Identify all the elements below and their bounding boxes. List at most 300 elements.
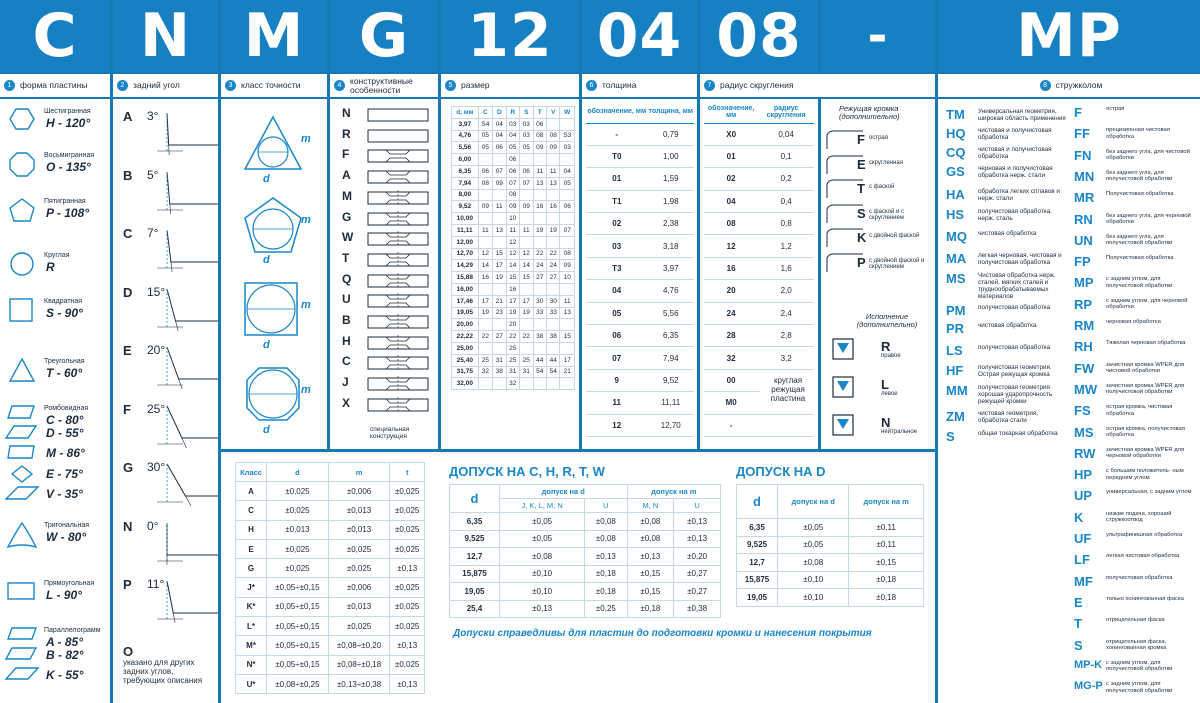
insert-shape-icon — [4, 297, 40, 325]
size-table-cell — [547, 319, 560, 331]
feature-profile-icon — [366, 355, 430, 371]
class-table-cell: ±0,025 — [390, 539, 425, 558]
size-table-cell: 09 — [547, 142, 560, 154]
size-table-cell: 12,00 — [452, 236, 479, 248]
table-row — [704, 257, 814, 279]
class-table-cell: ±0,13÷±0,38 — [328, 674, 390, 693]
size-table-cell: 24 — [547, 260, 560, 272]
edge-text: с фаской и с скруглением — [869, 208, 905, 222]
size-table-cell — [493, 342, 506, 354]
class-table-cell: ±0,05÷±0,15 — [267, 636, 329, 655]
radius_table-cell: 00 — [704, 369, 758, 391]
size-table-cell: 22 — [506, 331, 519, 343]
size-table-cell — [533, 378, 546, 390]
angle-panel — [113, 99, 218, 703]
table-row — [236, 617, 425, 636]
table-row — [236, 501, 425, 520]
size-table-cell — [547, 236, 560, 248]
size-table-cell: 25 — [506, 354, 519, 366]
tol1-cell: ±0,05 — [500, 530, 585, 548]
header-code-4: 12 — [441, 0, 579, 72]
chipbreaker-desc: острая кромка, получистовая обработка — [1106, 425, 1185, 438]
tol2-cell: ±0,11 — [849, 519, 924, 537]
table-row — [452, 213, 575, 225]
radius_table-cell: 2,4 — [758, 302, 814, 324]
class-table-cell: ±0,025 — [328, 539, 390, 558]
shape-name: Пятигранная — [44, 198, 86, 205]
class-table-cell: ±0,025 — [328, 617, 390, 636]
feature-letter: A — [342, 168, 351, 183]
size-table-cell — [520, 236, 533, 248]
radius_table-cell: 04 — [704, 190, 758, 212]
size-table-cell: 14 — [506, 260, 519, 272]
size-table-cell: 31 — [493, 354, 506, 366]
class-table-cell: L* — [236, 617, 267, 636]
tol1-cell: ±0,18 — [585, 583, 627, 601]
size-table-cell: 15 — [493, 248, 506, 260]
shape-code: V - 35° — [46, 487, 83, 501]
feature-letter: M — [342, 188, 352, 203]
size-table-cell: 11 — [493, 201, 506, 213]
size-table-cell: 33 — [547, 307, 560, 319]
tol2-cell: ±0,05 — [778, 536, 849, 554]
tol1-cell: 12,7 — [450, 548, 500, 566]
tol1-cell: ±0,15 — [627, 583, 674, 601]
tol2-hd-header: допуск на d — [778, 485, 849, 519]
shape-code: S - 90° — [46, 306, 83, 320]
insert-shape-icon — [4, 151, 40, 179]
features-panel — [330, 99, 438, 449]
tol2-hm-header: допуск на m — [849, 485, 924, 519]
radius_table-cell: 08 — [704, 213, 758, 235]
chipbreaker-desc: получистовая обработка, нерж. сталь — [978, 208, 1052, 223]
clearance-value: 0° — [147, 518, 159, 533]
chipbreaker-desc: острая кромка, чистовая обработка — [1106, 404, 1173, 417]
chipbreaker-desc: низкие подачи, хороший стружкоотвод — [1106, 510, 1172, 524]
size-table-cell: 14 — [520, 260, 533, 272]
size-table-cell — [478, 213, 492, 225]
thick_table-cell: 07 — [586, 347, 648, 369]
thick_table-cell: - — [586, 123, 648, 145]
shape-name: Шестигранная — [44, 108, 91, 115]
size-table-cell — [520, 342, 533, 354]
size-table-cell — [533, 154, 546, 166]
size-table-cell — [547, 154, 560, 166]
tol2-cell: ±0,11 — [849, 536, 924, 554]
feature-note: специальная конструкция — [370, 426, 410, 441]
size-table-cell: 08 — [533, 130, 546, 142]
table-row — [452, 283, 575, 295]
hand-text: нейтральное — [881, 429, 918, 435]
chipbreaker-desc: черновая обработка — [1106, 319, 1161, 325]
table-row — [586, 213, 694, 235]
size-table-cell: 12 — [520, 248, 533, 260]
table-row — [704, 347, 814, 369]
size-table-cell: 13 — [560, 307, 575, 319]
size-table-cell: 05 — [478, 142, 492, 154]
size-table-cell: 19,05 — [452, 307, 479, 319]
class-table-cell: ±0,08÷±0,25 — [267, 674, 329, 693]
feature-profile-icon — [366, 190, 430, 206]
edge-title: Режущая кромка (дополнительно) — [839, 104, 900, 122]
size-table-cell — [533, 213, 546, 225]
thick_table-cell: 1,98 — [648, 190, 695, 212]
tol1-cell: ±0,13 — [500, 600, 585, 618]
size-table-cell: 06 — [560, 201, 575, 213]
chipbreaker-code: ZM — [946, 409, 965, 424]
size-table-cell: 31 — [520, 366, 533, 378]
class-table-cell: M* — [236, 636, 267, 655]
edge-text: скругленная — [869, 159, 904, 166]
header-code-1: N — [113, 0, 218, 72]
radius_table-cell: 0,4 — [758, 190, 814, 212]
feature-letter: F — [342, 147, 350, 162]
thick_table-table — [586, 101, 694, 437]
precision-panel — [221, 99, 327, 449]
header-code-0: C — [0, 0, 110, 72]
size-table-cell: 25 — [520, 354, 533, 366]
insert-shape-icon — [4, 197, 40, 225]
size-table-cell: 15 — [520, 272, 533, 284]
table-row — [452, 236, 575, 248]
class-table-cell: ±0,025 — [390, 578, 425, 597]
edge-text: с двойной фаской и скруглением — [869, 257, 925, 271]
size-table-cell: 16 — [506, 283, 519, 295]
size-table-cell: 6,35 — [452, 165, 479, 177]
thick_table-cell: T3 — [586, 257, 648, 279]
clearance-letter: D — [123, 284, 133, 300]
size-table-cell: 13 — [493, 224, 506, 236]
size-table-cell: 27 — [533, 272, 546, 284]
radius_table-cell: - — [704, 414, 758, 436]
table-row — [704, 168, 814, 190]
section-number: 6 — [586, 80, 597, 91]
hand-icon — [829, 373, 865, 403]
size-table-cell: 38 — [493, 366, 506, 378]
chipbreaker-code: HQ — [946, 126, 966, 141]
class-table-cell: ±0,025 — [267, 539, 329, 558]
tol1-cell: ±0,08 — [627, 513, 674, 531]
header-code-2: M — [221, 0, 327, 72]
table-row — [236, 674, 425, 693]
chipbreaker-code: K — [1074, 509, 1084, 525]
feature-letter: B — [342, 313, 351, 327]
size-table-cell: 11 — [520, 224, 533, 236]
section-title: радиус скругления — [720, 80, 794, 91]
size-table-cell: 17 — [560, 354, 575, 366]
tol1-cell: 19,05 — [450, 583, 500, 601]
clearance-angle-icon — [153, 170, 218, 220]
thick_table-cell: 03 — [586, 235, 648, 257]
table-row — [450, 548, 721, 566]
table-row — [450, 565, 721, 583]
tol2-cell: ±0,10 — [778, 571, 849, 589]
class-table-cell: ±0,025 — [390, 655, 425, 674]
size-table-header: d, мм — [452, 107, 479, 119]
insert-shape-icon — [4, 521, 40, 549]
section-caption-4 — [330, 74, 438, 97]
size-table-cell: 08 — [547, 130, 560, 142]
class-table-cell: ±0,025 — [267, 482, 329, 501]
size-table-cell — [493, 154, 506, 166]
tol2-cell: ±0,18 — [849, 589, 924, 607]
thick_table-cell: T1 — [586, 190, 648, 212]
thick_table-header: обозначение, мм — [586, 101, 648, 123]
class-table-cell: ±0,08÷±0,20 — [328, 636, 390, 655]
tol1-hm-header: допуск на m — [627, 485, 720, 499]
chipbreaker-desc: получистовая обработка — [978, 344, 1051, 351]
tolerance-title-2: ДОПУСК НА D — [736, 464, 826, 479]
table-row — [236, 597, 425, 616]
chipbreaker-code: MP — [1074, 275, 1094, 291]
chipbreaker-desc: зачистная кромка WPER для получистовой обработки — [1106, 382, 1185, 396]
class-table-cell: ±0,025 — [390, 617, 425, 636]
size-table-cell: 11,11 — [452, 224, 479, 236]
edge-text: острая — [869, 135, 889, 141]
precision-class-table — [235, 462, 425, 694]
chipbreaker-desc: Получистовая обработка — [1106, 255, 1174, 262]
table-row — [704, 235, 814, 257]
chipbreaker-desc: Чистовая обработка нерж. сталей, мягких сталей и труднообрабатываемых материалов — [978, 272, 1056, 301]
size-table-cell: 3,97 — [452, 118, 479, 130]
class-table-cell: ±0,13 — [390, 636, 425, 655]
size-table-cell: 11 — [478, 224, 492, 236]
table-row — [450, 513, 721, 531]
shape-code: E - 75° — [46, 467, 83, 481]
tol1-cell: ±0,10 — [500, 583, 585, 601]
hand-icon — [829, 335, 865, 365]
size-table-cell: 30 — [533, 295, 546, 307]
clearance-angle-icon — [153, 287, 218, 337]
table-row — [452, 165, 575, 177]
table-row — [452, 130, 575, 142]
size-table-cell: 7,94 — [452, 177, 479, 189]
size-table-cell: 20 — [506, 319, 519, 331]
radius_table-cell: 0,2 — [758, 168, 814, 190]
class-table-cell: ±0,013 — [328, 597, 390, 616]
radius_table-cell: 12 — [704, 235, 758, 257]
class-table-cell: ±0,05÷±0,15 — [267, 597, 329, 616]
size-table-cell: 03 — [520, 118, 533, 130]
size-table-cell: 08 — [506, 189, 519, 201]
size-table-cell — [560, 319, 575, 331]
radius_table-header: радиус скругления — [758, 101, 814, 123]
class-table-cell: ±0,006 — [328, 482, 390, 501]
size-panel — [441, 99, 579, 449]
size-table-cell: 10 — [506, 213, 519, 225]
size-table-cell: 15 — [506, 272, 519, 284]
size-table-cell — [478, 154, 492, 166]
size-table-cell — [560, 154, 575, 166]
size-table-cell: 05 — [506, 142, 519, 154]
clearance-value: 11° — [147, 577, 165, 591]
dimension-d-label: d — [263, 424, 270, 436]
class-table-cell: ±0,05÷±0,15 — [267, 655, 329, 674]
chipbreaker-desc: Универсальная геометрия, широкая область применения — [978, 108, 1066, 123]
chipbreaker-code: FS — [1074, 403, 1091, 419]
size-table-cell: 8,00 — [452, 189, 479, 201]
feature-profile-icon — [366, 273, 430, 289]
size-table-cell: 17 — [506, 295, 519, 307]
tol1-cell: 9,525 — [450, 530, 500, 548]
size-table-cell — [478, 378, 492, 390]
clearance-angle-icon — [153, 404, 218, 454]
section-title: размер — [461, 80, 490, 91]
feature-profile-icon — [366, 397, 430, 413]
size-table-header: T — [533, 107, 546, 119]
section-caption-1 — [0, 74, 110, 97]
feature-profile-icon — [366, 128, 430, 144]
size-table-cell: 14,29 — [452, 260, 479, 272]
size-table-cell: 21 — [560, 366, 575, 378]
class-table-cell: E — [236, 539, 267, 558]
size-table-cell — [493, 236, 506, 248]
radius-panel — [700, 99, 818, 449]
tol1-cell: ±0,13 — [674, 530, 721, 548]
size-table-cell — [478, 189, 492, 201]
size-table-cell: 11 — [506, 224, 519, 236]
chipbreaker-desc: с задним углом, для получистовой обработки — [1106, 681, 1173, 694]
class-table-cell: N* — [236, 655, 267, 674]
radius_table-cell: 16 — [704, 257, 758, 279]
table-row — [452, 295, 575, 307]
size-table-cell: 20,00 — [452, 319, 479, 331]
chipbreaker-code: F — [1074, 105, 1082, 120]
header-code-8: MP — [938, 0, 1200, 72]
clearance-angle-icon — [153, 345, 218, 395]
shape-code: A - 85° — [46, 635, 84, 649]
section-title: конструктивные особенности — [350, 75, 413, 95]
table-row — [452, 154, 575, 166]
chipbreaker-code: RH — [1074, 339, 1093, 355]
radius_table-cell: 24 — [704, 302, 758, 324]
size-table-cell: 06 — [493, 142, 506, 154]
table-row — [452, 342, 575, 354]
feature-profile-icon — [366, 211, 430, 227]
size-table-cell: 16 — [547, 201, 560, 213]
feature-letter: H — [342, 333, 351, 348]
size-table-cell — [478, 342, 492, 354]
table-row — [586, 145, 694, 167]
chipbreaker-code: UP — [1074, 488, 1093, 504]
size-table-cell: 05 — [520, 142, 533, 154]
chipbreaker-desc: легкая чистовая обработка — [1106, 553, 1180, 560]
shape-name: Ромбовидная — [44, 405, 89, 412]
feature-letter: G — [342, 209, 352, 224]
table-row — [586, 392, 694, 414]
tol1-cell: 25,4 — [450, 600, 500, 618]
size-table-cell: 9,52 — [452, 201, 479, 213]
size-table-cell: 04 — [506, 130, 519, 142]
chipbreaker-desc: получистовая обработка — [978, 304, 1051, 311]
chipbreaker-desc: прецизионная чистовая обработка — [1106, 127, 1170, 140]
class-table-cell: U* — [236, 674, 267, 693]
section-caption-7 — [700, 74, 935, 97]
size-table-cell: 21 — [493, 295, 506, 307]
clearance-angle-icon — [153, 521, 218, 571]
tol1-cell: ±0,27 — [674, 565, 721, 583]
thick_table-cell: 9 — [586, 369, 648, 391]
insert-shape-icon — [4, 666, 40, 694]
chipbreaker-desc: отрицательная фаска — [1106, 617, 1165, 624]
table-row — [586, 369, 694, 391]
thick_table-cell: 4,76 — [648, 280, 695, 302]
clearance-value: 3° — [147, 109, 159, 123]
size-table-cell: 19 — [506, 307, 519, 319]
table-row — [737, 571, 924, 589]
round-insert-note: круглая режущая пластина — [760, 377, 816, 403]
chipbreaker-desc: универсальная, с задним углом — [1106, 489, 1192, 496]
chipbreaker-desc: только хонингованная фаска — [1106, 595, 1184, 602]
chipbreaker-code: MR — [1074, 190, 1095, 206]
thick_table-cell: 12 — [586, 414, 648, 436]
dimension-m-label: m — [301, 133, 311, 145]
tol1-cell: ±0,15 — [627, 565, 674, 583]
size-table-cell: 07 — [560, 224, 575, 236]
dimension-m-label: m — [301, 214, 311, 226]
size-table-header: C — [478, 107, 492, 119]
clearance-letter: P — [123, 577, 132, 592]
class-table-cell: H — [236, 520, 267, 539]
edge-letter: F — [857, 132, 865, 147]
chipbreaker-code: PM — [946, 303, 966, 318]
class-table-cell: ±0,025 — [390, 597, 425, 616]
shape-code: R — [46, 260, 55, 274]
table-row — [450, 600, 721, 618]
size-table-cell: 09 — [560, 260, 575, 272]
clearance-letter: C — [123, 226, 133, 241]
table-row — [704, 280, 814, 302]
class-table-cell: ±0,025 — [267, 559, 329, 578]
size-table-cell: 19 — [493, 272, 506, 284]
insert-shape-icon — [4, 357, 40, 385]
thick_table-cell: 3,97 — [648, 257, 695, 279]
dimension-d-label: d — [263, 254, 270, 266]
size-table-header: V — [547, 107, 560, 119]
tol1-cell: ±0,25 — [585, 600, 627, 618]
size-table-cell: 16 — [478, 272, 492, 284]
size-table-cell: 17 — [493, 260, 506, 272]
size-table-cell: 25 — [506, 342, 519, 354]
size-table-cell — [478, 283, 492, 295]
size-table-cell: 09 — [533, 142, 546, 154]
size-table-cell: 19 — [547, 224, 560, 236]
shape-name: Круглая — [44, 252, 70, 259]
clearance-value: 7° — [147, 226, 159, 240]
table-row — [236, 482, 425, 501]
size-table — [451, 106, 575, 390]
size-table-cell — [533, 236, 546, 248]
chipbreaker-code: PR — [946, 321, 965, 336]
chipbreaker-code: LS — [946, 343, 963, 358]
chipbreaker-code: E — [1074, 594, 1083, 610]
thick_table-header: толщина, мм — [648, 101, 695, 123]
size-table-cell: 31 — [506, 366, 519, 378]
size-table-cell: 04 — [560, 165, 575, 177]
size-table-cell — [493, 283, 506, 295]
chipbreaker-desc: получистовая геометрия хорошая ударопрочность режущей кромки — [978, 384, 1053, 406]
chipbreaker-code: S — [946, 429, 955, 444]
shape-name: Треугольная — [44, 358, 85, 365]
thick_table-cell: T0 — [586, 145, 648, 167]
table-row — [704, 213, 814, 235]
section-number: 2 — [117, 80, 128, 91]
size-table-cell — [493, 213, 506, 225]
class-table-cell: A — [236, 482, 267, 501]
thick_table-cell: 7,94 — [648, 347, 695, 369]
chipbreaker-code: HF — [946, 363, 964, 378]
class-table-header: Класс — [236, 463, 267, 482]
